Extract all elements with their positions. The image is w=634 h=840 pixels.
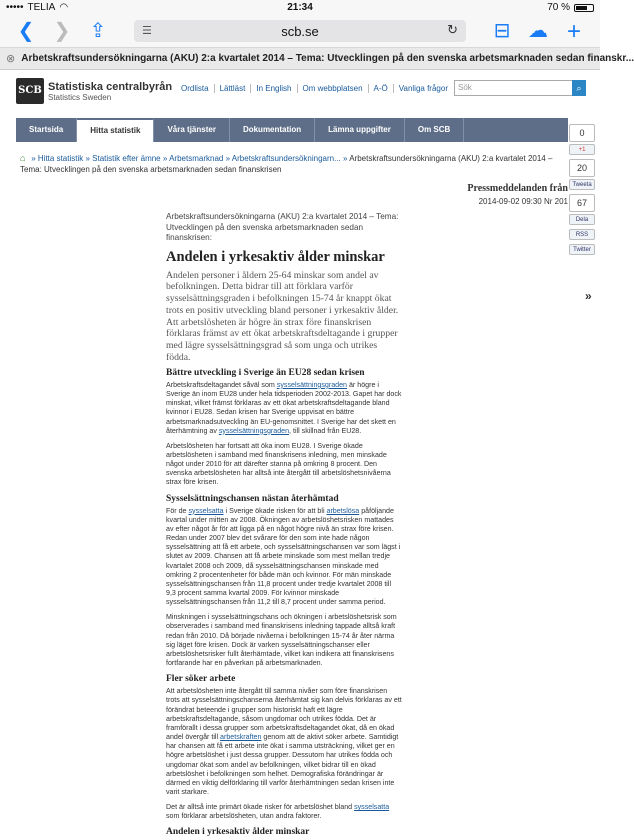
link-sysselsattningsgraden[interactable]: sysselsättningsgraden	[276, 380, 348, 389]
search-input[interactable]	[454, 80, 586, 96]
back-icon[interactable]: ❮	[17, 19, 35, 42]
facebook-share-button[interactable]: Dela	[569, 214, 595, 225]
heading-better-development: Bättre utveckling i Sverige än EU28 sedan krisen	[166, 367, 365, 378]
press-release-box	[467, 183, 568, 206]
top-links	[176, 84, 453, 93]
carrier-label: TELIA	[27, 2, 56, 13]
crumb-hitta-statistik[interactable]: Hitta statistik	[37, 154, 84, 163]
clock: 21:34	[287, 2, 313, 13]
crumb-statistik-efter-amne[interactable]: Statistik efter ämne	[92, 154, 161, 163]
status-bar	[0, 0, 600, 15]
crumb-current: Arbetskraftsundersökningarna (AKU) 2:a kvartalet 2014 – Tema: Utvecklingen på den svenska arbetsmarknaden sedan finanskrisen	[20, 154, 553, 174]
rss-button[interactable]: RSS	[569, 229, 595, 240]
tab-title: Arbetskraftsundersökningarna (AKU) 2:a kvartalet 2014 – Tema: Utvecklingen på den svenska arbetsmarknaden sedan finanskr...	[21, 53, 634, 64]
heading-more-seeking: Fler söker arbete	[166, 674, 236, 685]
press-date: 2014-09-02 09:30 Nr 201	[478, 197, 568, 206]
reader-icon[interactable]: ☰	[142, 25, 152, 37]
cloud-icon[interactable]: ☁	[528, 19, 548, 42]
nav-om-scb[interactable]: Om SCB	[405, 118, 464, 142]
new-tab-icon[interactable]: +	[566, 17, 581, 45]
share-count-tweets: 20	[569, 159, 595, 177]
share-count-facebook: 67	[569, 194, 595, 212]
twitter-button[interactable]: Twitter	[569, 244, 595, 255]
search-placeholder: Sök	[458, 83, 472, 92]
link-ordlista[interactable]: Ordlista	[176, 84, 215, 93]
battery-fill	[576, 6, 587, 10]
link-vanliga-fragor[interactable]: Vanliga frågor	[398, 84, 448, 93]
text-run: som förklarar arbetslösheten, utan andra faktorer.	[166, 812, 322, 821]
article-kicker: Arbetskraftsundersökningarna (AKU) 2:a kvartalet 2014 – Tema: Utvecklingen på den svenska arbetsmarknaden sedan finanskrisen:	[166, 212, 399, 242]
signal-icon: •••••	[6, 2, 24, 13]
paragraph: Arbetslösheten har fortsatt att öka inom EU28. I Sverige ökade arbetslösheten i samband med finanskrisens inledning, men minskade något under 2010 för att därefter stanna på omkring 8 procent. Den svenska arbetslösheten har alltså inte återgått till arbetslöshetsnivåerna strax före krisen.	[166, 441, 391, 487]
main-nav	[16, 118, 568, 142]
tab-bar[interactable]	[0, 48, 634, 70]
link-om-webbplatsen[interactable]: Om webbplatsen	[298, 84, 369, 93]
close-tab-icon[interactable]: ⊗	[6, 53, 16, 65]
link-lattlast[interactable]: Lättläst	[215, 84, 252, 93]
text-run: påföljande kvartal under mitten av 2008. Ökningen av arbetslöshetsrisken mattades av efter något år för att ligga på en något högre nivå än strax före krisen. Redan under 2007 blev det svårare för den som inte hade någon sysselsättning att få ett arbete, och sysselsättningschansen var som lägst i slutet av 2009. Chansen att få arbete minskade som mest mellan tredje kvartalet 2008 och 2009, då sysselsättningschansen minskade med omkring 2 procentenheter för både män och kvinnor. För män minskade sysselsättningschansen från 11,8 procent under tredje kvartalet 2008 till 9,3 procent samma kvartal 2009. För kvinnor minskade sysselsättningschansen från 11,2 till 8,7 procent under samma period.	[166, 506, 401, 607]
article-lead: Andelen personer i åldern 25-64 minskar som andel av befolkningen. Detta bidrar till att förklara varför sysselsättningsgraden i befolkningen 15-74 år knappt ökat trots en positiv utveckling bland personer i yrkesaktiv ålder. Att arbetslösheten är högre än strax före finanskrisen förklaras främst av ett ökat arbetskraftsdeltagande i grupper med lägre sysselsättningsgrad så som unga och utrikes födda.	[166, 269, 399, 364]
text-run: är högre i Sverige än inom EU28 under hela tidsperioden 2002-2013. Gapet har dock minskat, vilket främst förklaras av ett ökat arbetskraftsdeltagande bland kvinnor i EU28. Sedan krisen har Sverige uppvisat en bättre arbetsmarknadsutveckling än EU-genomsnittet. I Sverige har det skett en återhämtning av	[166, 380, 402, 435]
text-run: Arbetskraftsdeltagandet såväl som	[166, 380, 277, 389]
paragraph	[166, 687, 402, 797]
text-run: Det är alltså inte primärt ökade risker för arbetslöshet bland	[166, 803, 355, 812]
link-a-o[interactable]: A-Ö	[369, 84, 394, 93]
article-title: Andelen i yrkesaktiv ålder minskar	[166, 248, 385, 265]
wifi-icon: ◠	[59, 2, 69, 13]
url-text: scb.se	[281, 23, 319, 39]
text-run: , till skillnad från EU28.	[289, 426, 362, 435]
link-arbetslosa[interactable]: arbetslösa	[326, 506, 360, 515]
nav-hitta-statistik[interactable]: Hitta statistik	[77, 118, 154, 142]
browser-toolbar	[0, 15, 600, 48]
home-icon[interactable]: ⌂	[20, 153, 26, 163]
press-title: Pressmeddelanden från	[467, 183, 568, 194]
breadcrumb: ⌂ » Hitta statistik » Statistik efter ämne » Arbetsmarknad » Arbetskraftsundersökningarn... » Arbetskraftsundersökningarna (AKU) 2:a kvartalet 2014 – Tema: Utvecklingen på den svenska arbetsmarknaden sedan finanskrisen	[20, 153, 553, 174]
logo-subtitle: Statistics Sweden	[48, 92, 112, 102]
nav-vara-tjanster[interactable]: Våra tjänster	[154, 118, 229, 142]
logo-name: Statistiska centralbyrån	[48, 80, 173, 93]
nav-dokumentation[interactable]: Dokumentation	[230, 118, 315, 142]
search-icon[interactable]: ⌕	[572, 80, 586, 96]
paragraph	[166, 381, 402, 436]
logo-mark: SCB	[16, 78, 44, 104]
share-icon[interactable]: ⇪	[89, 19, 107, 42]
address-bar[interactable]	[134, 20, 466, 42]
paragraph	[166, 507, 402, 608]
nav-startsida[interactable]: Startsida	[16, 118, 77, 142]
link-arbetskraften[interactable]: arbetskraften	[220, 733, 262, 742]
heading-employment-chance: Sysselsättningschansen nästan återhämtad	[166, 493, 339, 504]
link-sysselsattningsgraden-2[interactable]: sysselsättningsgraden	[218, 426, 290, 435]
battery-icon	[574, 4, 594, 12]
tweet-button[interactable]: Tweeta	[569, 179, 595, 190]
link-in-english[interactable]: In English	[251, 84, 297, 93]
heading-working-age: Andelen i yrkesaktiv ålder minskar	[166, 827, 310, 838]
text-run: Att arbetslösheten inte återgått till samma nivåer som före finanskrisen trots att sysselsättningschanserna återhämtat sig kan delvis förklaras av ett förändrat beteende i grupper som historiskt haft ett lägre arbetskraftsdeltagande, såsom ungdomar och utrikes födda. Det är framförallt i dessa grupper som arbetskraftsdeltagandet ökat, då en ökad andel övergår till	[166, 687, 402, 742]
text-run: i Sverige ökade risken för att bli	[223, 506, 327, 515]
crumb-aku[interactable]: Arbetskraftsundersökningarn...	[231, 154, 341, 163]
chevron-right-icon[interactable]: »	[585, 289, 592, 303]
bookmarks-icon[interactable]: ⊟	[493, 19, 511, 42]
link-sysselsatta-2[interactable]: sysselsatta	[354, 803, 390, 812]
nav-lamna-uppgifter[interactable]: Lämna uppgifter	[315, 118, 405, 142]
text-run: genom att de aktivt söker arbete. Samtidigt har chansen att få ett arbete inte ökat i samma utsträckning, vilket ger en högre arbetslöshet i just dessa grupper. Dessutom har utrikes födda och ungdomar ökat som andel av befolkningen, vilket bidrar till en ökad arbetslöshet i befolkningen som helhet. Demografiska förändringar är därmed en viktig delförklaring till varför återhämtningen sedan krisen inte varit starkare.	[166, 733, 399, 796]
paragraph: Minskningen i sysselsättningschans och ökningen i arbetslöshetsrisk som observerades i samband med finanskrisens inledning tappade alltså kraft redan från 2010. Då började nivåerna i befolkningen 15-74 år åter närma sig läget före krisen. Dock är varken sysselsättningschanser eller arbetslöshetsrisker fullt återhämtade, vilket kan indikera att finanskrisens fortfarande har en påverkan på arbetsmarknaden.	[166, 613, 397, 668]
paragraph	[166, 803, 402, 821]
forward-icon[interactable]: ❯	[53, 19, 71, 42]
crumb-arbetsmarknad[interactable]: Arbetsmarknad	[169, 154, 224, 163]
reload-icon[interactable]: ↻	[447, 22, 458, 37]
google-plus-button[interactable]: +1	[569, 144, 595, 155]
battery-percent: 70 %	[547, 2, 570, 13]
site-header	[0, 70, 600, 114]
scb-logo[interactable]	[16, 78, 172, 104]
text-run: För de	[166, 506, 189, 515]
share-count-plus: 0	[569, 124, 595, 142]
share-rail	[569, 124, 597, 259]
link-sysselsatta[interactable]: sysselsatta	[188, 506, 224, 515]
article	[166, 212, 402, 840]
